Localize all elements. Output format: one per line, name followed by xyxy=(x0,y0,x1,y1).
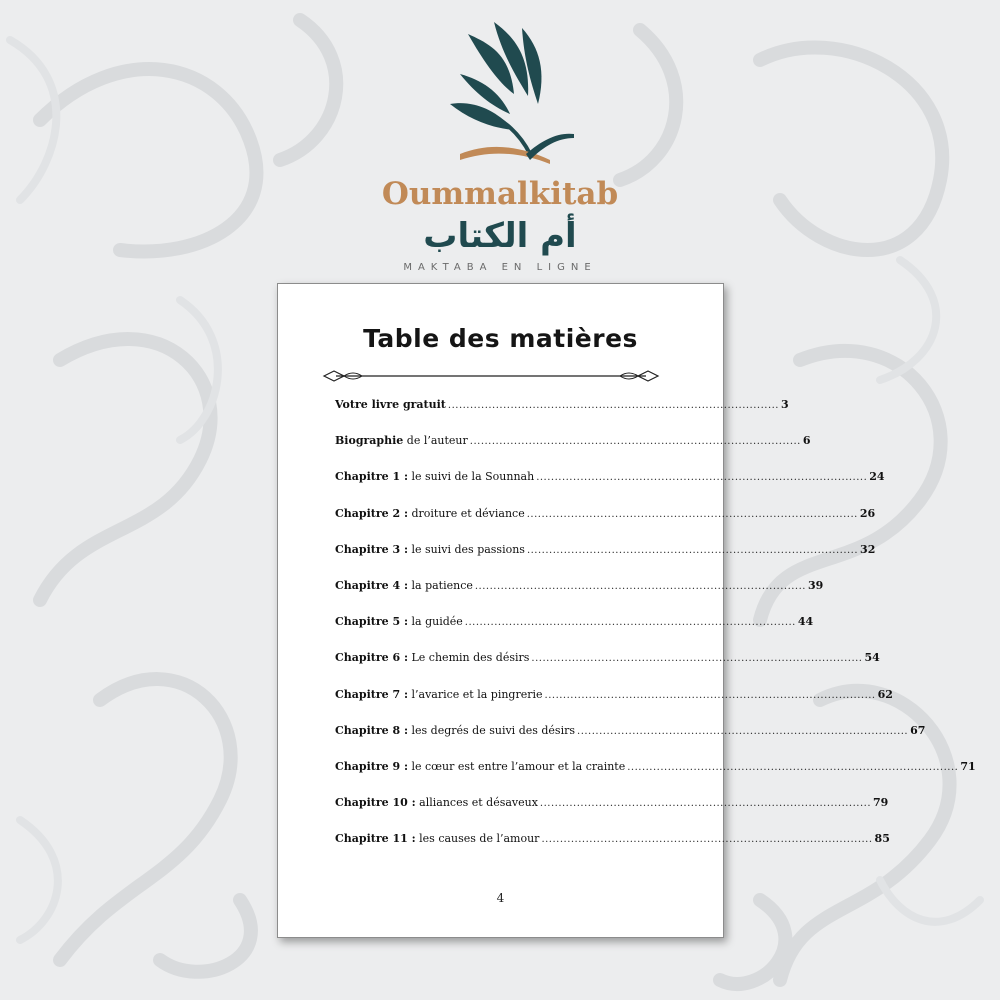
toc-entry-page: 67 xyxy=(910,723,926,737)
toc-entry-page: 6 xyxy=(802,434,811,448)
toc-leader-dots: .......................................................................................... xyxy=(539,798,872,810)
toc-leader-dots: .......................................................................................... xyxy=(526,544,859,556)
toc-entry-title: Chapitre 2 : droiture et déviance xyxy=(335,506,525,520)
brand-name: Oummalkitab xyxy=(381,176,619,212)
toc-entry-title: Chapitre 4 : la patience xyxy=(335,578,473,592)
toc-entry-title: Chapitre 7 : l’avarice et la pingrerie xyxy=(335,687,543,701)
toc-entry-title: Chapitre 10 : alliances et désaveux xyxy=(335,796,538,810)
table-of-contents xyxy=(335,398,976,868)
toc-leader-dots: .......................................................................................... xyxy=(531,653,863,665)
toc-entry[interactable] xyxy=(335,398,789,434)
toc-entry-title: Biographie de l’auteur xyxy=(335,434,468,448)
toc-leader-dots: .......................................................................................... xyxy=(526,508,858,520)
toc-entry-title: Chapitre 9 : le cœur est entre l’amour et la crainte xyxy=(335,759,626,773)
toc-entry[interactable] xyxy=(335,506,876,543)
page-number: 4 xyxy=(496,891,505,905)
toc-entry-page: 44 xyxy=(797,615,814,629)
toc-leader-dots: .......................................................................................... xyxy=(577,725,909,737)
toc-entry-page: 71 xyxy=(960,759,976,773)
toc-entry-title: Chapitre 6 : Le chemin des désirs xyxy=(335,651,530,665)
toc-entry[interactable] xyxy=(335,651,880,687)
book-page xyxy=(277,283,976,938)
toc-entry-title: Chapitre 8 : les degrés de suivi des désirs xyxy=(335,723,576,737)
toc-entry-title: Chapitre 11 : les causes de l’amour xyxy=(335,832,540,846)
toc-entry[interactable] xyxy=(335,470,885,506)
toc-entry[interactable] xyxy=(335,723,926,760)
toc-entry[interactable] xyxy=(335,759,976,796)
toc-leader-dots: .......................................................................................... xyxy=(464,617,796,629)
toc-entry-page: 32 xyxy=(860,542,876,556)
toc-entry[interactable] xyxy=(335,434,811,470)
toc-entry-title: Chapitre 5 : la guidée xyxy=(335,615,463,629)
toc-leader-dots: .......................................................................................... xyxy=(469,436,801,448)
brand-arabic-name: أم الكتاب xyxy=(423,216,577,256)
toc-entry-page: 79 xyxy=(873,796,889,810)
toc-leader-dots: .......................................................................................... xyxy=(544,689,876,701)
ornamental-divider xyxy=(322,368,660,384)
brand-logo xyxy=(0,0,1000,285)
toc-entry-page: 62 xyxy=(877,687,893,701)
toc-entry-page: 54 xyxy=(864,651,880,665)
toc-leader-dots: .......................................................................................... xyxy=(536,472,868,484)
toc-entry-title: Chapitre 3 : le suivi des passions xyxy=(335,542,525,556)
toc-entry[interactable] xyxy=(335,615,814,651)
toc-leader-dots: .......................................................................................... xyxy=(627,761,959,773)
toc-entry-page: 26 xyxy=(859,506,876,520)
toc-entry-page: 85 xyxy=(874,832,890,846)
toc-leader-dots: .......................................................................................... xyxy=(474,580,806,592)
toc-entry-title: Votre livre gratuit xyxy=(335,398,446,411)
toc-entry-page: 3 xyxy=(781,398,789,411)
toc-entry[interactable] xyxy=(335,687,893,724)
toc-leader-dots: .......................................................................................... xyxy=(447,400,779,411)
toc-entry-page: 39 xyxy=(807,578,824,592)
toc-entry[interactable] xyxy=(335,578,824,615)
toc-entry[interactable] xyxy=(335,542,876,579)
toc-entry-title: Chapitre 1 : le suivi de la Sounnah xyxy=(335,470,535,484)
page-title: Table des matières xyxy=(363,324,638,353)
toc-leader-dots: .......................................................................................... xyxy=(541,834,873,846)
toc-entry[interactable] xyxy=(335,796,889,832)
toc-entry-page: 24 xyxy=(869,470,885,484)
brand-tagline: MAKTABA EN LIGNE xyxy=(403,262,597,273)
quill-book-logo-icon xyxy=(430,14,580,174)
toc-entry[interactable] xyxy=(335,832,890,868)
